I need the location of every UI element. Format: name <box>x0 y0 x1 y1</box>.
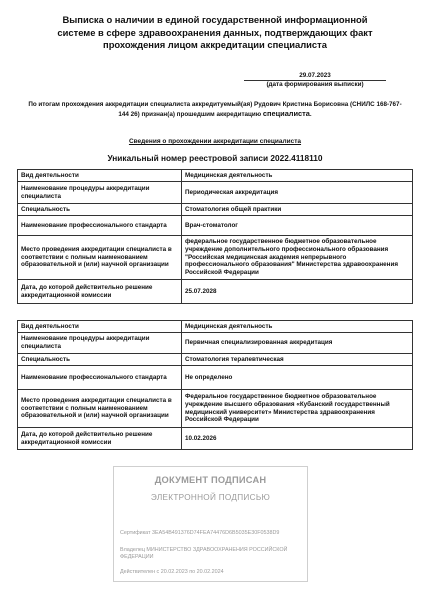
accreditation-table-periodic <box>17 169 413 304</box>
row-label: Наименование процедуры аккредитации специалиста <box>18 182 182 204</box>
intro-paragraph <box>20 101 410 120</box>
table-row <box>18 321 413 333</box>
statement-date-caption: (дата формирования выписки) <box>266 81 364 88</box>
row-label: Дата, до которой действительно решение аккредитационной комиссии <box>18 428 182 450</box>
row-label: Вид деятельности <box>18 321 182 333</box>
title-line-2: системе в сфере здравоохранения данных, подтверждающих факт <box>57 26 373 38</box>
table-row <box>18 236 413 280</box>
row-value: Федеральное государственное бюджетное образовательное учреждение высшего образования «Кубанский государственный медицинский университет» Министерства здравоохранения Российской Федерации <box>182 390 413 428</box>
intro-line-2 <box>20 110 410 120</box>
row-value: Периодическая аккредитация <box>182 182 413 204</box>
accreditation-table-primary <box>17 320 413 450</box>
electronic-signature-stamp <box>113 466 308 582</box>
table-row <box>18 170 413 182</box>
table-row <box>18 428 413 450</box>
document-title <box>40 14 390 52</box>
row-label: Наименование профессионального стандарта <box>18 366 182 390</box>
intro-line-2-emphasis: специалиста <box>262 108 310 118</box>
row-label: Наименование процедуры аккредитации специалиста <box>18 333 182 354</box>
section-title: Сведения о прохождении аккредитации специалиста <box>128 138 302 145</box>
title-line-1: Выписка о наличии в единой государственной информационной <box>62 14 368 25</box>
row-label: Специальность <box>18 204 182 216</box>
intro-line-2-end: . <box>309 110 312 118</box>
stamp-validity: Действителен с 20.02.2023 по 20.02.2024 <box>120 569 224 575</box>
row-value: Врач-стоматолог <box>182 216 413 236</box>
stamp-owner-line-2: ФЕДЕРАЦИИ <box>120 554 154 560</box>
row-label: Дата, до которой действительно решение аккредитационной комиссии <box>18 280 182 304</box>
table-row <box>18 204 413 216</box>
row-value: Медицинская деятельность <box>182 321 413 333</box>
stamp-owner-line-1: Владелец МИНИСТЕРСТВО ЗДРАВООХРАНЕНИЯ РОССИЙСКОЙ <box>120 547 288 553</box>
table-row <box>18 280 413 304</box>
row-value: Первичная специализированная аккредитация <box>182 333 413 354</box>
row-value: 10.02.2026 <box>182 428 413 450</box>
row-value: федеральное государственное бюджетное образовательное учреждение дополнительного профессионального образования "Российская медицинская академия непрерывного профессионального образования" Министерства здравоохранения Российской Федерации <box>182 236 413 280</box>
row-value: Стоматология терапевтическая <box>182 354 413 366</box>
table-row <box>18 390 413 428</box>
row-value: Стоматология общей практики <box>182 204 413 216</box>
row-value: Не определено <box>182 366 413 390</box>
row-value: 25.07.2028 <box>182 280 413 304</box>
statement-date: 29.07.2023 <box>244 72 386 81</box>
row-value: Медицинская деятельность <box>182 170 413 182</box>
intro-line-2-start: 144 26) признан(а) прошедшим аккредитацию <box>118 110 262 118</box>
stamp-title: ДОКУМЕНТ ПОДПИСАН <box>154 475 267 485</box>
row-label: Место проведения аккредитации специалиста в соответствии с полным наименованием образовательной и (или) научной организации <box>18 236 182 280</box>
table-row <box>18 354 413 366</box>
table-row <box>18 366 413 390</box>
stamp-owner <box>120 547 303 561</box>
title-line-3: прохождения лицом аккредитации специалиста <box>103 39 327 50</box>
registry-id: Уникальный номер реестровой записи 2022.4118110 <box>107 153 323 163</box>
row-label: Вид деятельности <box>18 170 182 182</box>
stamp-subtitle: ЭЛЕКТРОННОЙ ПОДПИСЬЮ <box>150 493 271 502</box>
row-label: Место проведения аккредитации специалиста в соответствии с полным наименованием образовательной и (или) научной организации <box>18 390 182 428</box>
stamp-certificate: Сертификат 3EA54B491376D74FEA74476D6B5035E30F0538D9 <box>120 530 280 536</box>
table-row <box>18 333 413 354</box>
table-row <box>18 216 413 236</box>
row-label: Наименование профессионального стандарта <box>18 216 182 236</box>
table-row <box>18 182 413 204</box>
row-label: Специальность <box>18 354 182 366</box>
intro-line-1: По итогам прохождения аккредитации специалиста аккредитуемый(ая) Рудович Кристина Борисовна (СНИЛС 168-767- <box>28 101 402 108</box>
